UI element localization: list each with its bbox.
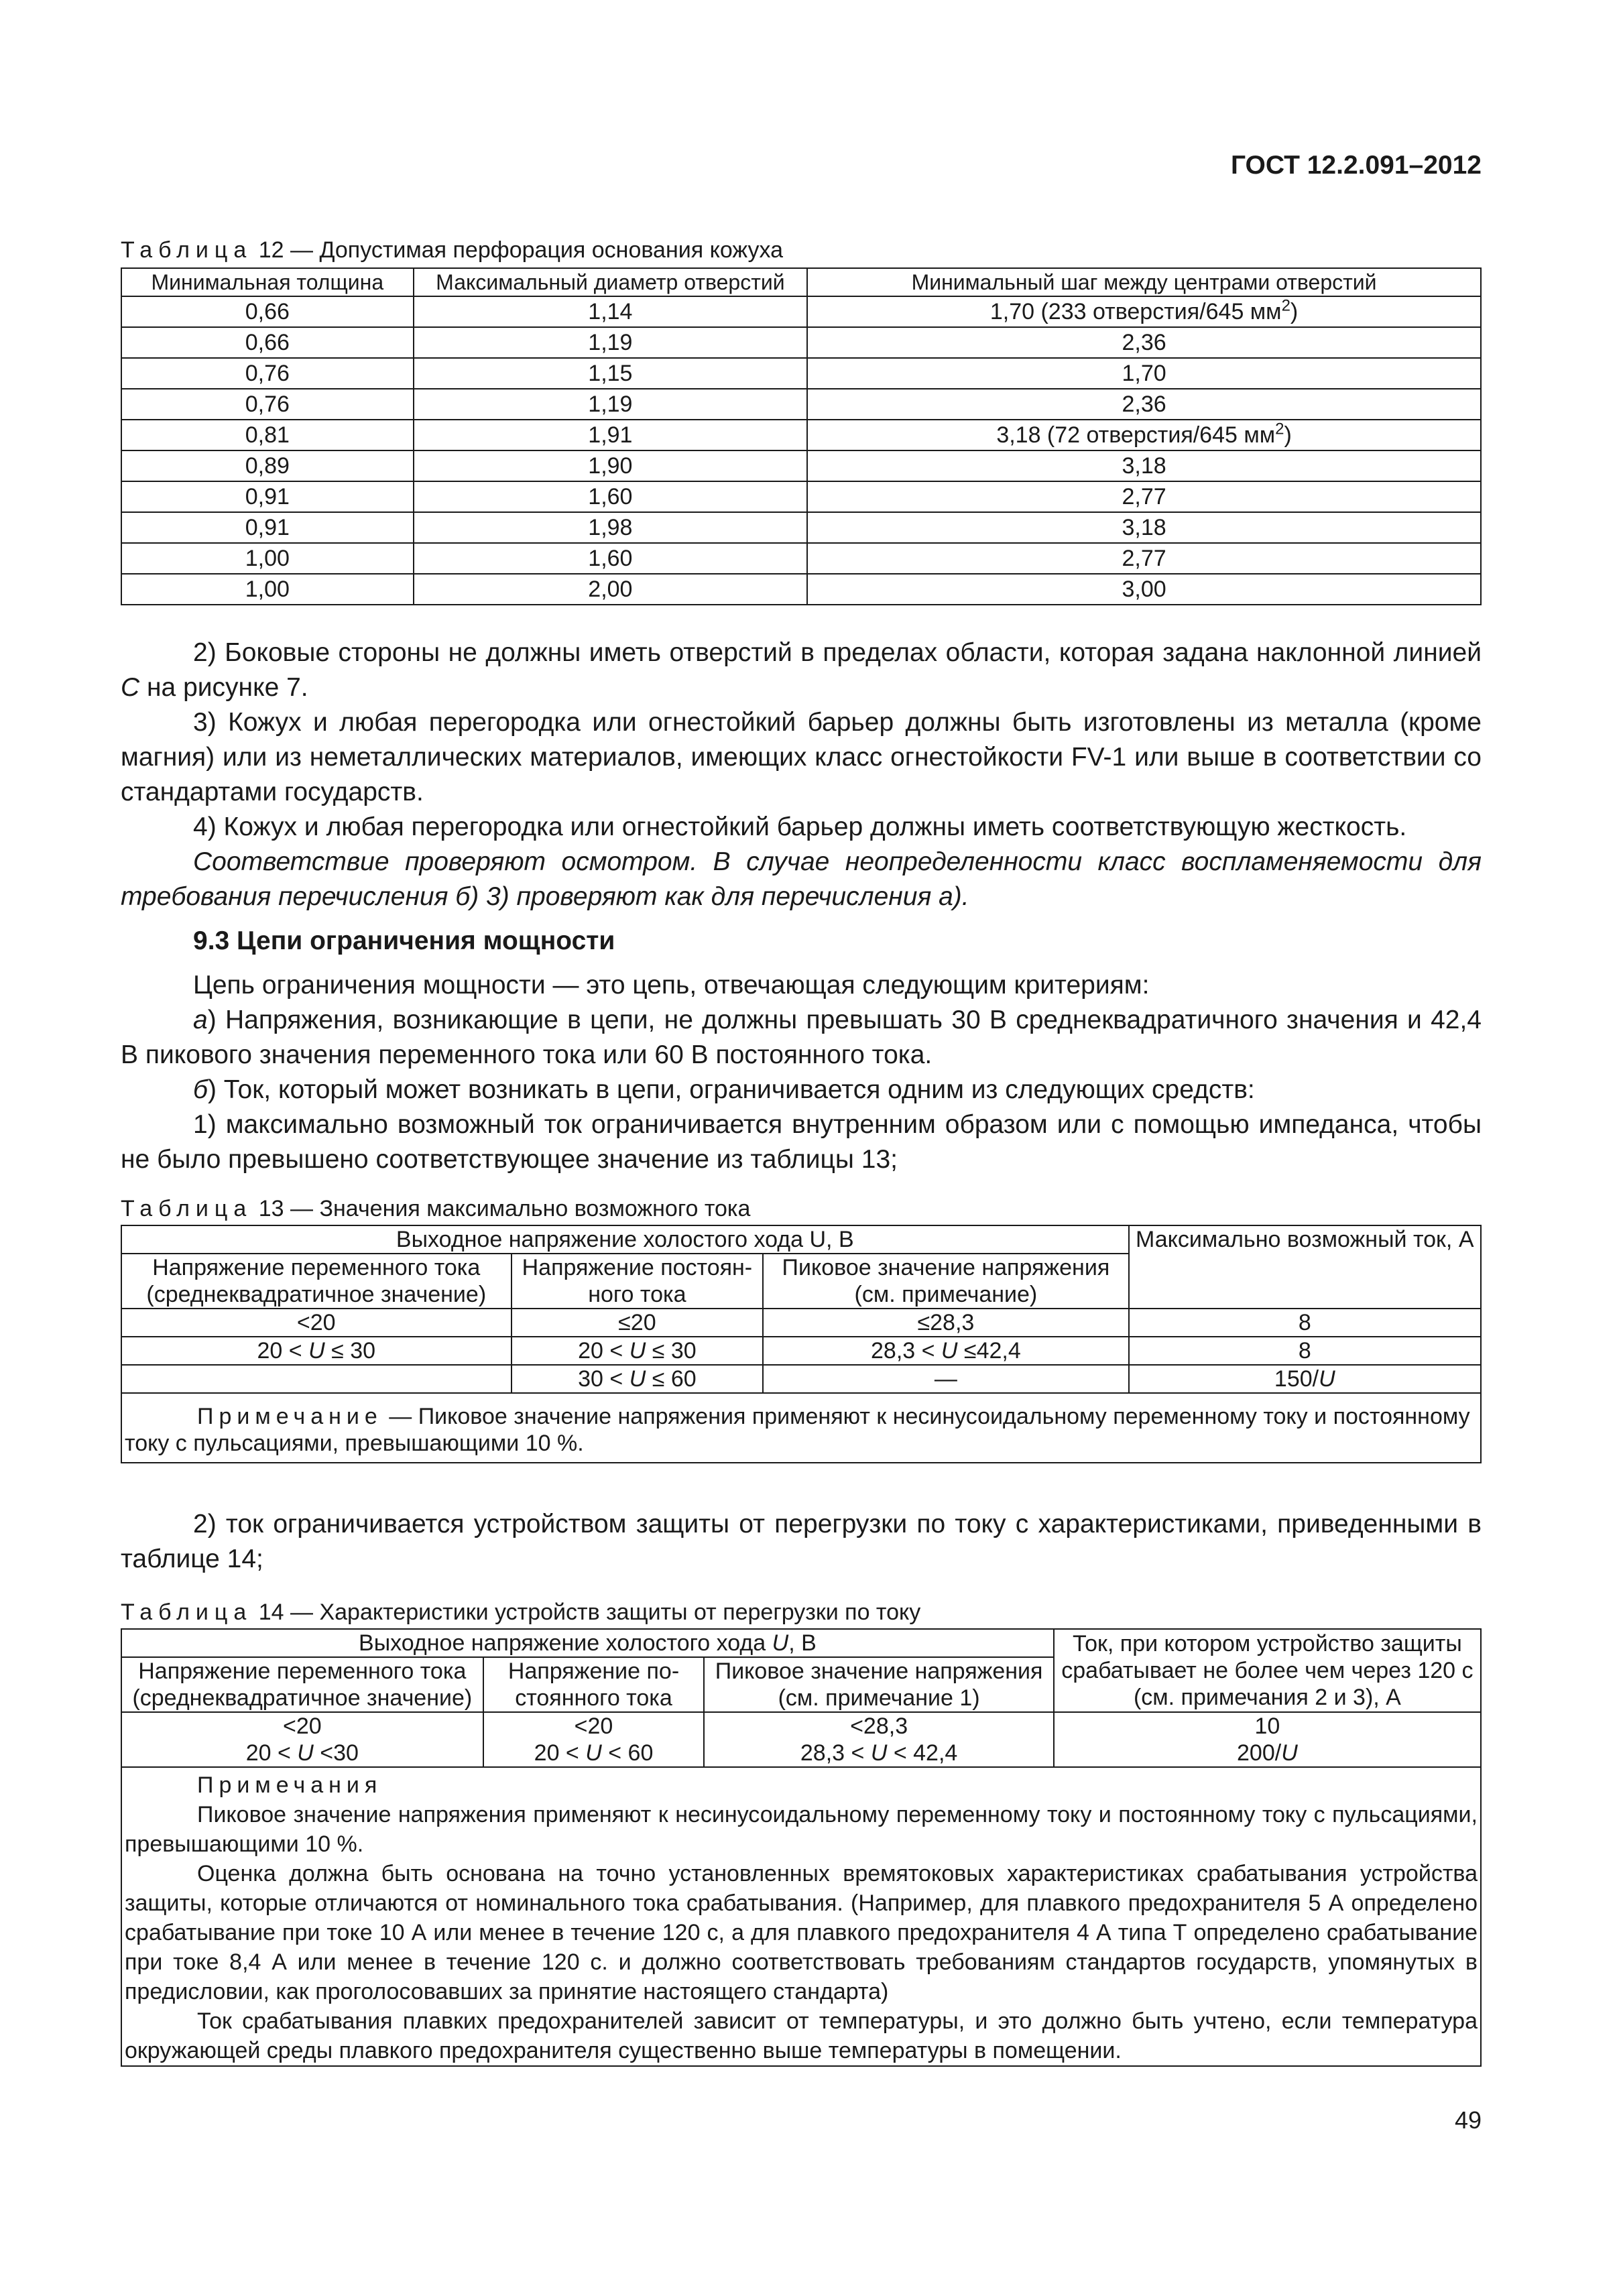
variable-u: U [629,1366,646,1392]
table-cell: 0,76 [121,389,414,420]
table-cell: 0,66 [121,327,414,358]
variable-u: U [308,1338,325,1364]
table13-caption-text: 13 — Значения максимально возможного тока [252,1196,751,1221]
table-cell: 1,60 [414,481,807,512]
table14-caption-prefix: Таблица [121,1599,253,1625]
section-intro: Цепь ограничения мощности — это цепь, отвечающая следующим критериям: [193,971,1150,1000]
table-cell [1054,1712,1481,1767]
cell-text: 30 < [578,1366,629,1392]
variable-u: U [297,1740,314,1766]
table13-caption [121,1195,1482,1222]
table12-header-cell: Минимальный шаг между центрами отверстий [807,268,1481,296]
paragraph-text: ) Ток, который может возникать в цепи, ограничивается одним из следующих средств: [207,1075,1255,1104]
table13-current-header: Максимально возможный ток, А [1129,1225,1481,1309]
cell-line [707,1740,1050,1766]
table-cell [512,1365,764,1393]
table-cell: 2,36 [807,327,1481,358]
cell-text: < 60 [601,1740,654,1766]
table-cell [512,1337,764,1365]
cell-text: ) [1284,422,1292,448]
paragraph-3: 3) Кожух и любая перегородка или огнестойкий барьер должны быть изготовлены из металла (кроме магния) или из неметаллических материалов, имеющих класс огнестойкости FV-1 или выше в соответствии со стандартами государств. [121,708,1482,806]
superscript: 2 [1281,296,1290,315]
table-cell: 1,00 [121,574,414,605]
cell-line: <20 [574,1713,613,1739]
cell-text: 20 < [578,1338,629,1364]
header-text: Выходное напряжение холостого хода [359,1630,772,1656]
cell-text: ≤ 30 [324,1338,376,1364]
table-row [121,1309,1481,1337]
table-cell [1129,1365,1481,1393]
variable-u: U [1281,1740,1298,1766]
table-cell: 2,00 [414,574,807,605]
paragraph-text: ) Напряжения, возникающие в цепи, не должны превышать 30 В среднеквадратичного значения и 42,4 В пикового значения переменного тока или 60 В постоянного тока. [121,1006,1482,1069]
cell-line [487,1740,701,1766]
table13-subheader: Пиковое значение напряжения (см. примечание) [763,1254,1128,1309]
cell-text: < 42,4 [887,1740,958,1766]
table13-caption-prefix: Таблица [121,1196,253,1221]
page-number: 49 [1454,2106,1482,2134]
table-cell: 1,90 [414,450,807,481]
table-cell: ≤28,3 [763,1309,1128,1337]
table-row [121,543,1481,574]
table14-notes-row [121,1767,1481,2066]
table13-header-row [121,1225,1481,1254]
table14 [121,1628,1482,2067]
table-cell: — [763,1365,1128,1393]
table-cell [807,420,1481,450]
table-cell: <20 [121,1309,512,1337]
paragraph-4: 4) Кожух и любая перегородка или огнестойкий барьер должны иметь соответствующую жесткость. [193,812,1407,841]
table-cell: 2,77 [807,481,1481,512]
table-row [121,450,1481,481]
table12-header-row [121,268,1481,296]
table-cell: 2,77 [807,543,1481,574]
table13 [121,1225,1482,1463]
table13-group-header: Выходное напряжение холостого хода U, В [121,1225,1129,1254]
cell-text: 3,18 (72 отверстия/645 мм [996,422,1276,448]
table13-subheader: Напряжение переменного тока (среднеквадратичное значение) [121,1254,512,1309]
table-cell [704,1712,1053,1767]
requirements-text [121,636,1482,914]
table-cell: 0,66 [121,296,414,327]
table13-note [121,1393,1481,1463]
table-cell: 1,70 [807,358,1481,389]
table-row [121,358,1481,389]
header-text: , В [788,1630,817,1656]
cell-text: 1,70 (233 отверстия/645 мм [989,299,1282,324]
table-cell [121,1365,512,1393]
cell-text: 20 < [245,1740,298,1766]
table-cell: 3,18 [807,450,1481,481]
note-heading: Примечание [197,1404,383,1429]
table12-caption-prefix: Таблица [121,237,253,263]
section-title: 9.3 Цепи ограничения мощности [193,926,615,955]
table-row [121,1337,1481,1365]
table-row [121,389,1481,420]
variable-u: U [941,1338,958,1364]
cell-line: <20 [282,1713,322,1739]
cell-line [125,1740,480,1766]
table-cell: 8 [1129,1309,1481,1337]
table-cell: 2,36 [807,389,1481,420]
table-row [121,512,1481,543]
cell-text: 20 < [257,1338,309,1364]
cell-line: 10 [1254,1713,1280,1739]
standard-designation: ГОСТ 12.2.091–2012 [1230,151,1482,180]
criterion-b1: 1) максимально возможный ток ограничивается внутренним образом или с помощью импеданса, чтобы не было превышено соответствующее значение из таблицы 13; [121,1110,1482,1174]
table-cell: 0,91 [121,481,414,512]
cell-text: 200/ [1237,1740,1282,1766]
table-cell [483,1712,705,1767]
cell-text: ≤ 60 [646,1366,697,1392]
paragraph-2 [121,636,1482,705]
table-row [121,1712,1481,1767]
table-cell [807,296,1481,327]
variable-u: U [585,1740,602,1766]
table-cell [763,1337,1128,1365]
table14-caption [121,1599,1482,1626]
variable-u: U [870,1740,888,1766]
cell-text: ≤42,4 [957,1338,1021,1364]
criterion-a [121,1003,1482,1073]
criterion-b2: 2) ток ограничивается устройством защиты от перегрузки по току с характеристиками, приведенными в таблице 14; [121,1510,1482,1573]
cell-text: 20 < [534,1740,586,1766]
table-cell: 1,19 [414,389,807,420]
list-letter: а [193,1006,208,1034]
cell-text: 150/ [1274,1366,1319,1392]
table-cell: 1,98 [414,512,807,543]
line-label: C [121,673,140,702]
table-cell: 1,19 [414,327,807,358]
compliance-check: Соответствие проверяют осмотром. В случае неопределенности класс воспламеняемости для требования перечисления б) 3) проверяют как для перечисления а). [121,847,1482,911]
table14-header-row [121,1629,1481,1657]
table13-block [121,1195,1482,1463]
table-row [121,296,1481,327]
cell-text: 28,3 < [800,1740,871,1766]
table-cell: 1,91 [414,420,807,450]
table12-block [121,237,1482,605]
table-cell: 1,14 [414,296,807,327]
table14-group-header [121,1629,1054,1657]
variable-u: U [1319,1366,1335,1392]
table12-header-cell: Минимальная толщина [121,268,414,296]
table-cell: 0,91 [121,512,414,543]
table-row [121,481,1481,512]
table12-header-cell: Максимальный диаметр отверстий [414,268,807,296]
table-row [121,1365,1481,1393]
cell-line [1057,1740,1478,1766]
note-1: Пиковое значение напряжения применяют к несинусоидальному переменному току и постоянному току с пульсациями, превышающими 10 %. [125,1802,1478,1857]
table-cell: 0,76 [121,358,414,389]
cell-text: <30 [313,1740,359,1766]
note-3: Ток срабатывания плавких предохранителей зависит от температуры, и это должно быть учтено, если температура окружающей среды плавкого предохранителя существенно выше температуры в помещении. [125,2008,1478,2063]
table-cell: 1,00 [121,543,414,574]
note-text: — Пиковое значение напряжения применяют к несинусоидальному переменному току и постоянному току с пульсациями, превышающими 10 %. [125,1404,1470,1456]
table12 [121,267,1482,605]
table-cell: 0,81 [121,420,414,450]
table-cell: ≤20 [512,1309,764,1337]
table-cell [121,1712,483,1767]
table14-subheader: Напряжение переменного тока (среднеквадратичное значение) [121,1657,483,1712]
table12-caption-text: 12 — Допустимая перфорация основания кожуха [252,237,784,263]
table12-caption [121,237,1482,263]
table14-notes [121,1767,1481,2066]
table-cell: 0,89 [121,450,414,481]
table13-note-row [121,1393,1481,1463]
note-2: Оценка должна быть основана на точно установленных времятоковых характеристиках срабатывания устройства защиты, которые отличаются от номинального тока срабатывания. (Например, для плавкого предохранителя 5 А определено срабатывание при токе 10 А или менее в течение 120 с, а для плавкого предохранителя 4 А типа Т определено срабатывание при токе 8,4 А или менее в течение 120 с. и должно соответствовать требованиям стандартов государств, упомянутых в предисловии, как проголосовавших за принятие настоящего стандарта) [125,1861,1478,2004]
cell-line: <28,3 [850,1713,908,1739]
section-9-3 [121,924,1482,1177]
criterion-b2-block [121,1507,1482,1577]
paragraph-text: 2) Боковые стороны не должны иметь отверстий в пределах области, которая задана наклонной линией [193,638,1482,667]
cell-text: ) [1290,299,1299,324]
cell-text: 28,3 < [871,1338,941,1364]
table-cell: 1,60 [414,543,807,574]
table13-subheader: Напряжение постоян-ного тока [512,1254,764,1309]
table14-caption-text: 14 — Характеристики устройств защиты от перегрузки по току [252,1599,921,1625]
table14-subheader: Напряжение по-стоянного тока [483,1657,705,1712]
cell-text: ≤ 30 [646,1338,697,1364]
notes-heading-text: Примечания [197,1772,383,1798]
notes-heading [125,1770,1478,1800]
table14-subheader: Пиковое значение напряжения (см. примечание 1) [704,1657,1053,1712]
list-letter: б [193,1075,208,1104]
variable-u: U [772,1630,789,1656]
table-cell [121,1337,512,1365]
table-row [121,420,1481,450]
table14-block [121,1599,1482,2067]
table-row [121,574,1481,605]
table14-current-header: Ток, при котором устройство защиты срабатывает не более чем через 120 с (см. примечания 2 и 3), А [1054,1629,1481,1712]
superscript: 2 [1275,420,1284,438]
table-cell: 3,18 [807,512,1481,543]
variable-u: U [629,1338,646,1364]
table-row [121,327,1481,358]
criterion-b [121,1073,1482,1107]
table-cell: 3,00 [807,574,1481,605]
table-cell: 1,15 [414,358,807,389]
paragraph-text: на рисунке 7. [139,673,308,702]
table-cell: 8 [1129,1337,1481,1365]
